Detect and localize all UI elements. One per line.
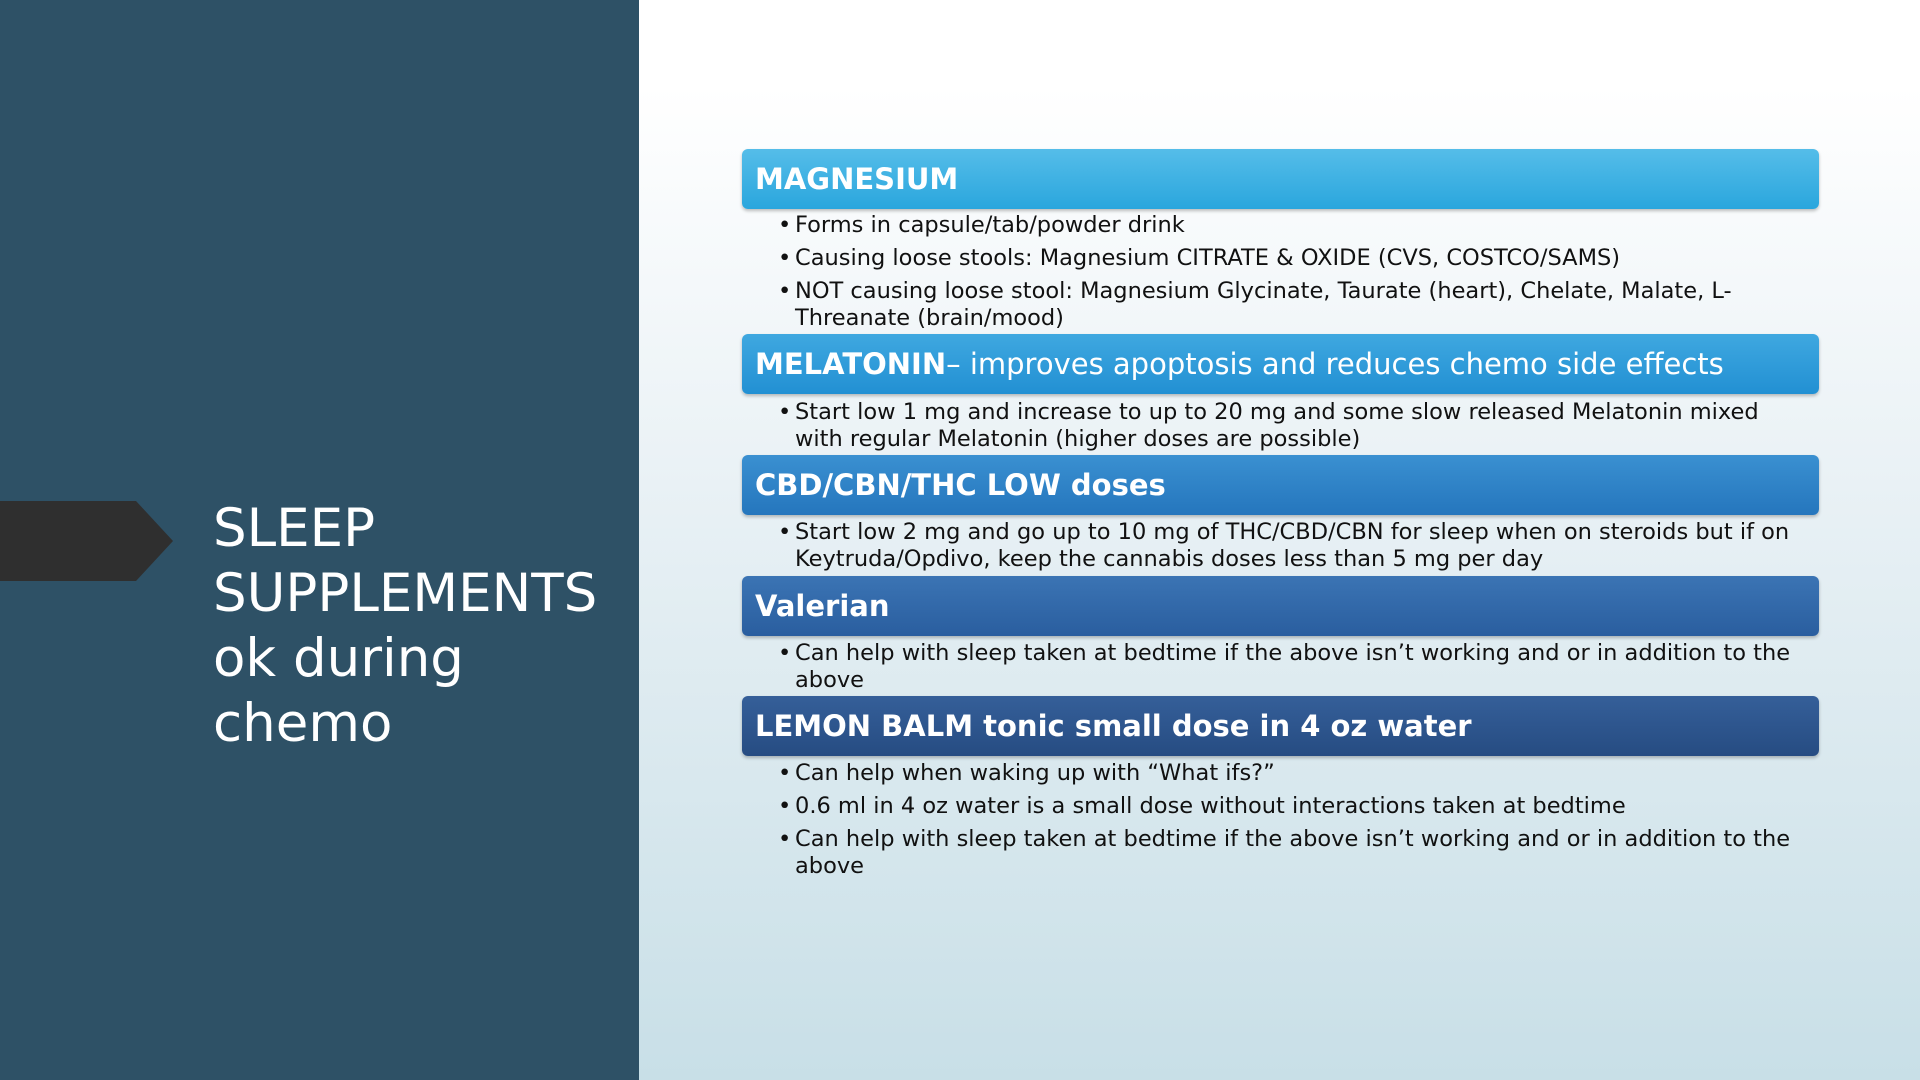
section-bullets-magnesium	[778, 212, 1808, 338]
slide-title	[213, 496, 613, 756]
section-header-lemon-balm	[742, 696, 1819, 756]
arrow-tab-decoration	[0, 501, 173, 581]
bullet-item: • Can help when waking up with “What ifs?”	[778, 760, 1808, 787]
section-subtitle: – improves apoptosis and reduces chemo side effects	[946, 347, 1724, 381]
bullet-item: • Start low 2 mg and go up to 10 mg of THC/CBD/CBN for sleep when on steroids but if on Keytruda/Opdivo, keep the cannabis doses less than 5 mg per day	[778, 519, 1808, 572]
bullet-item: • Causing loose stools: Magnesium CITRATE & OXIDE (CVS, COSTCO/SAMS)	[778, 245, 1808, 272]
section-header-valerian	[742, 576, 1819, 636]
section-bullets-valerian	[778, 640, 1808, 700]
bullet-item: • NOT causing loose stool: Magnesium Glycinate, Taurate (heart), Chelate, Malate, L-Threanate (brain/mood)	[778, 278, 1808, 331]
section-title: MAGNESIUM	[755, 162, 959, 196]
section-title: LEMON BALM tonic small dose in 4 oz water	[755, 709, 1472, 743]
section-bullets-lemon-balm	[778, 760, 1808, 886]
section-title: MELATONIN	[755, 347, 947, 381]
slide-title-line: SLEEP	[213, 498, 376, 559]
bullet-item: • Can help with sleep taken at bedtime if the above isn’t working and or in addition to the above	[778, 826, 1808, 879]
section-bullets-melatonin	[778, 399, 1808, 459]
slide-title-line: chemo	[213, 693, 393, 754]
bullet-item: • Start low 1 mg and increase to up to 20 mg and some slow released Melatonin mixed with regular Melatonin (higher doses are possible)	[778, 399, 1808, 452]
section-header-melatonin	[742, 334, 1819, 394]
slide-title-line: SUPPLEMENTS	[213, 563, 598, 624]
section-header-magnesium	[742, 149, 1819, 209]
bullet-item: • Can help with sleep taken at bedtime if the above isn’t working and or in addition to the above	[778, 640, 1808, 693]
section-title: Valerian	[755, 589, 890, 623]
bullet-item: • 0.6 ml in 4 oz water is a small dose without interactions taken at bedtime	[778, 793, 1808, 820]
section-bullets-cannabis	[778, 519, 1808, 579]
slide-title-line: ok during	[213, 628, 464, 689]
bullet-item: • Forms in capsule/tab/powder drink	[778, 212, 1808, 239]
section-header-cannabis	[742, 455, 1819, 515]
section-title: CBD/CBN/THC LOW doses	[755, 468, 1166, 502]
